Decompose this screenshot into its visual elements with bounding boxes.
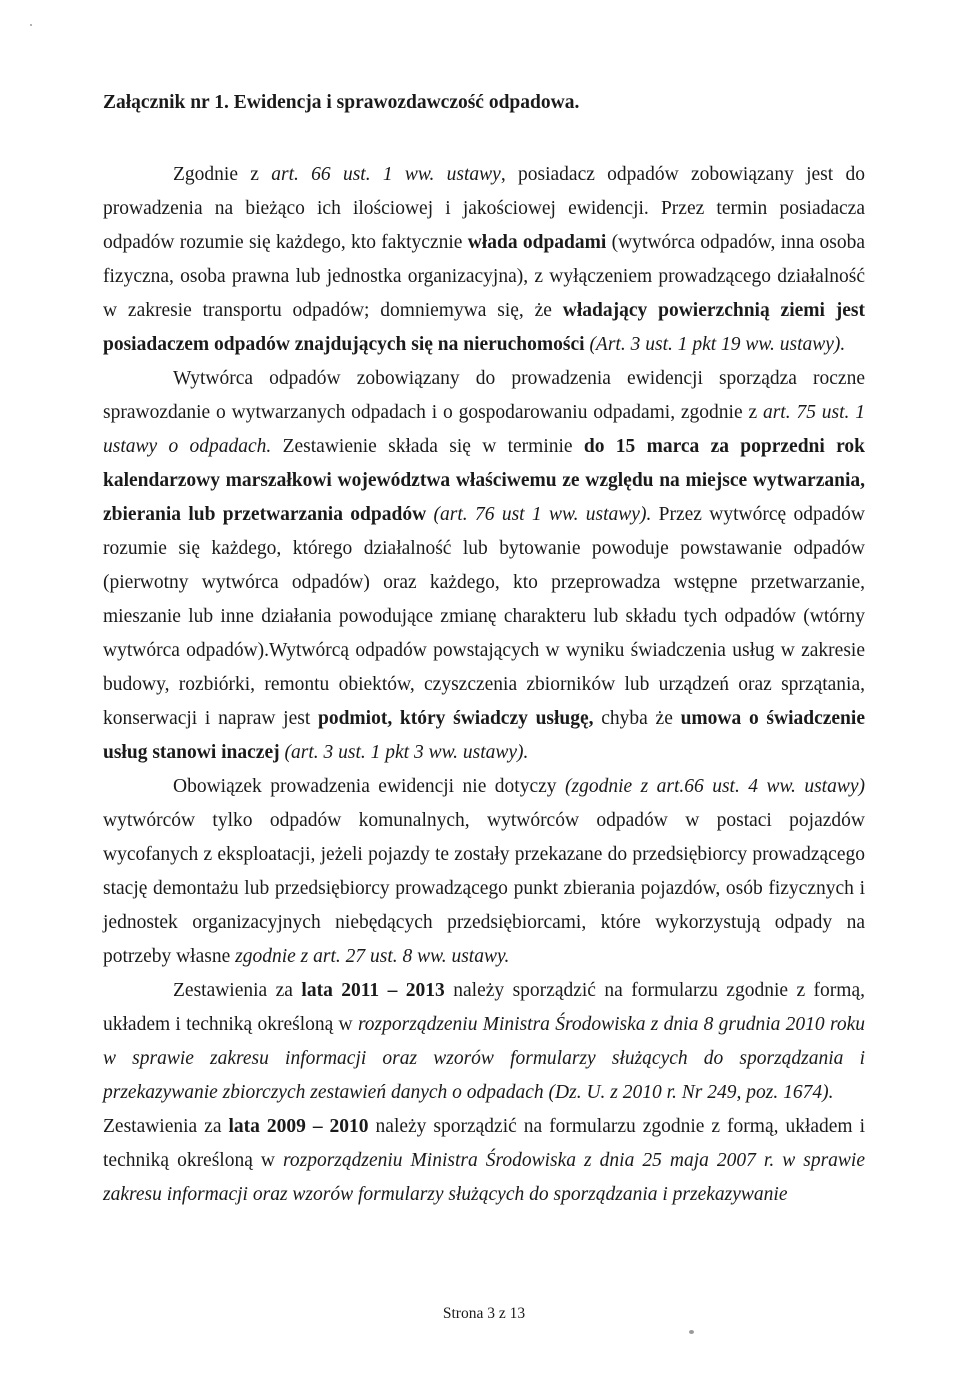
p1-citation: art. 66 ust. 1 ww. ustawy <box>271 164 501 185</box>
p4-citation: rozporządzeniu Ministra Środowiska z dnia 8 grudnia 2010 roku w sprawie zakresu informacji oraz wzorów formularzy służących do sporządzania i przekazywanie zbiorczych zestawień danych o odpadach (Dz. U. z 2010 r. Nr 249, poz. 1674). <box>103 1014 865 1103</box>
p3-text: Obowiązek prowadzenia ewidencji nie dotyczy <box>173 776 565 797</box>
p2-emphasis: do 15 marca za poprzedni rok kalendarzowy marszałkowi województwa właściwemu ze względu na miejsce wytwarzania, zbierania lub przetwarzania odpadów <box>103 436 865 525</box>
paragraph-3 <box>103 770 865 974</box>
p5-citation: rozporządzeniu Ministra Środowiska z dnia 25 maja 2007 r. w sprawie zakresu informacji oraz wzorów formularzy służących do sporządzania i przekazywanie <box>103 1150 865 1205</box>
p1-emphasis: władający powierzchnią ziemi jest posiadaczem odpadów znajdujących się na nieruchomości <box>103 300 866 355</box>
p5-text: Zestawienia za <box>103 1116 229 1137</box>
p4-text: należy sporządzić na formularzu zgodnie z formą, układem i techniką określoną w <box>103 980 865 1035</box>
page-number: Strona 3 z 13 <box>442 1305 526 1322</box>
p2-citation: (art. 3 ust. 1 pkt 3 ww. ustawy). <box>284 742 529 763</box>
p5-emphasis: lata 2009 – 2010 <box>228 1116 369 1137</box>
paragraph-4 <box>103 974 865 1110</box>
paragraph-1 <box>103 158 865 362</box>
p3-citation: zgodnie z art. 27 ust. 8 ww. ustawy. <box>235 946 510 967</box>
paragraph-2 <box>103 362 865 770</box>
p2-text: Wytwórca odpadów zobowiązany do prowadzenia ewidencji sporządza roczne sprawozdanie o wytwarzanych odpadach i o gospodarowaniu odpadami, zgodnie z <box>103 368 865 423</box>
p2-text: Zestawienie składa się w terminie <box>271 436 584 457</box>
p5-text: należy sporządzić na formularzu zgodnie z formą, układem i techniką określoną w <box>103 1116 865 1171</box>
p3-text: wytwórców tylko odpadów komunalnych, wytwórców odpadów w postaci pojazdów wycofanych z eksploatacji, jeżeli pojazdy te zostały przekazane do przedsiębiorcy prowadzącego stację demontażu lub przedsiębiorcy prowadzącego punkt zbierania pojazdów, osób fizycznych i jednostek organizacyjnych niebędących przedsiębiorcami, które wykorzystują odpady na potrzeby własne <box>103 810 865 967</box>
p2-emphasis: umowa o świadczenie usług stanowi inaczej <box>103 708 865 763</box>
document-body <box>103 158 865 1212</box>
p1-emphasis: włada odpadami <box>467 232 607 253</box>
p4-emphasis: lata 2011 – 2013 <box>301 980 445 1001</box>
p2-text: chyba że <box>593 708 681 729</box>
p4-text: Zestawienia za <box>173 980 302 1001</box>
p1-text: (wytwórca odpadów, inna osoba fizyczna, osoba prawna lub jednostka organizacyjna), z wyłączeniem prowadzącego działalność w zakresie transportu odpadów; domniemywa się, że <box>103 232 866 321</box>
scan-speck <box>30 24 32 26</box>
p1-citation: (Art. 3 ust. 1 pkt 19 ww. ustawy). <box>589 334 846 355</box>
p2-citation: (art. 76 ust 1 ww. ustawy). <box>433 504 652 525</box>
p1-text: , posiadacz odpadów zobowiązany jest do prowadzenia na bieżąco ich ilościowej i jakościowej ewidencji. Przez termin posiadacza odpadów rozumie się każdego, kto faktycznie <box>103 164 865 253</box>
p2-citation: art. 75 ust. 1 ustawy o odpadach. <box>103 402 865 457</box>
p2-text <box>426 504 433 525</box>
p3-citation: (zgodnie z art.66 ust. 4 ww. ustawy) <box>564 776 866 797</box>
p1-text: Zgodnie z <box>173 164 272 185</box>
p2-emphasis: podmiot, który świadczy usługę, <box>317 708 594 729</box>
p2-text: Przez wytwórcę odpadów rozumie się każdego, którego działalność lub bytowanie powoduje powstawanie odpadów (pierwotny wytwórca odpadów) oraz każdego, kto przeprowadza wstępne przetwarzanie, mieszanie lub inne działania powodujące zmianę charakteru lub składu tych odpadów (wtórny wytwórca odpadów).Wytwórcą odpadów powstających w wyniku świadczenia usług w zakresie budowy, rozbiórki, remontu obiektów, czyszczenia zbiorników lub urządzeń oraz sprzątania, konserwacji i napraw jest <box>103 504 866 729</box>
scan-speck <box>689 1330 694 1334</box>
document-heading: Załącznik nr 1. Ewidencja i sprawozdawczość odpadowa. <box>103 92 580 113</box>
paragraph-5 <box>103 1110 865 1212</box>
